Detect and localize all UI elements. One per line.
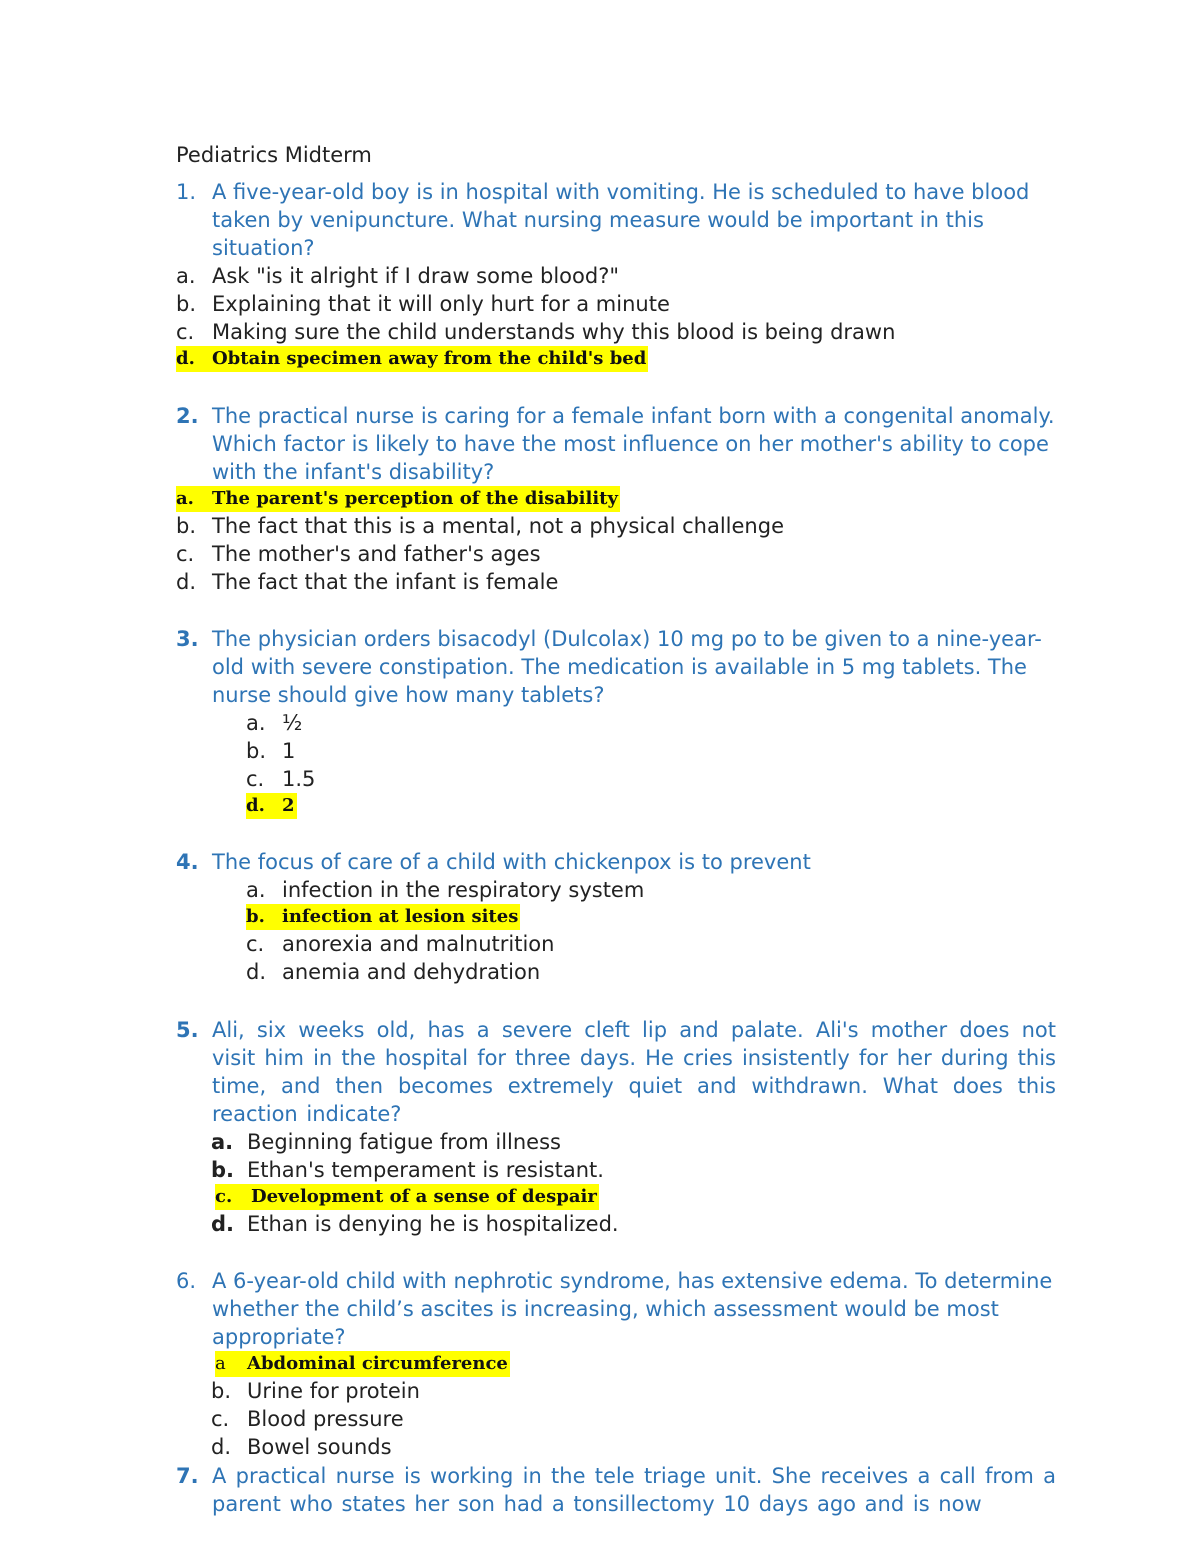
option-letter: b. bbox=[211, 1379, 232, 1403]
option-b bbox=[246, 737, 1056, 765]
option-c bbox=[176, 318, 1056, 346]
option-text: Ethan is denying he is hospitalized. bbox=[247, 1212, 619, 1236]
option-letter: b. bbox=[246, 906, 265, 927]
option-letter: d. bbox=[211, 1435, 232, 1459]
option-c bbox=[246, 765, 1056, 793]
answer-text: 2 bbox=[282, 795, 295, 816]
option-b bbox=[176, 512, 1056, 540]
option-b bbox=[211, 1156, 1056, 1184]
option-letter: a. bbox=[211, 1130, 234, 1154]
option-text: Explaining that it will only hurt for a minute bbox=[212, 292, 670, 316]
answer-text: Obtain specimen away from the child's bed bbox=[212, 348, 647, 369]
question-text: The practical nurse is caring for a female infant born with a congenital anomaly. Which factor is likely to have the most influence on her mother's ability to cope with the infant's disability? bbox=[212, 404, 1055, 484]
question-4 bbox=[176, 848, 1056, 986]
option-a bbox=[211, 1128, 1056, 1156]
option-letter: c. bbox=[211, 1407, 230, 1431]
option-b-answer bbox=[246, 904, 1056, 930]
question-7 bbox=[176, 1462, 1056, 1518]
option-text: Beginning fatigue from illness bbox=[247, 1130, 561, 1154]
question-text: A five-year-old boy is in hospital with vomiting. He is scheduled to have blood taken by venipuncture. What nursing measure would be important in this situation? bbox=[212, 180, 1030, 260]
option-text: 1.5 bbox=[282, 767, 316, 791]
option-text: Blood pressure bbox=[247, 1407, 404, 1431]
option-text: ½ bbox=[282, 711, 303, 735]
option-text: Bowel sounds bbox=[247, 1435, 392, 1459]
option-d bbox=[176, 568, 1056, 596]
option-letter: b. bbox=[211, 1158, 235, 1182]
question-number: 1. bbox=[176, 180, 197, 204]
question-text: The focus of care of a child with chickenpox is to prevent bbox=[212, 850, 811, 874]
question-number: 6. bbox=[176, 1269, 197, 1293]
option-letter: d. bbox=[246, 960, 267, 984]
option-letter: d. bbox=[246, 795, 265, 816]
page-title: Pediatrics Midterm bbox=[176, 143, 372, 167]
option-c bbox=[176, 540, 1056, 568]
question-number: 4. bbox=[176, 850, 199, 874]
answer-text: infection at lesion sites bbox=[282, 906, 519, 927]
answer-text: Development of a sense of despair bbox=[251, 1186, 597, 1207]
option-letter: a. bbox=[246, 711, 266, 735]
question-text: A practical nurse is working in the tele triage unit. She receives a call from a parent who states her son had a tonsillectomy 10 days ago and is now bbox=[212, 1464, 1056, 1516]
option-text: The fact that this is a mental, not a physical challenge bbox=[212, 514, 784, 538]
question-number: 2. bbox=[176, 404, 199, 428]
option-letter: d. bbox=[176, 348, 195, 369]
option-c bbox=[246, 930, 1056, 958]
option-text: The mother's and father's ages bbox=[212, 542, 541, 566]
option-a bbox=[246, 709, 1056, 737]
option-letter: b. bbox=[176, 292, 197, 316]
option-letter: d. bbox=[211, 1212, 235, 1236]
question-text: A 6-year-old child with nephrotic syndrome, has extensive edema. To determine whether the child’s ascites is increasing, which assessment would be most appropriate? bbox=[212, 1269, 1053, 1349]
option-text: infection in the respiratory system bbox=[282, 878, 645, 902]
option-text: Urine for protein bbox=[247, 1379, 420, 1403]
option-letter: b. bbox=[176, 514, 197, 538]
question-1 bbox=[176, 178, 1056, 372]
answer-text: Abdominal circumference bbox=[247, 1353, 508, 1374]
question-text: Ali, six weeks old, has a severe cleft lip and palate. Ali's mother does not visit him in the hospital for three days. He cries insistently for her during this time, and then becomes extremely quiet and withdrawn. What does this reaction indicate? bbox=[212, 1018, 1056, 1126]
option-text: anemia and dehydration bbox=[282, 960, 541, 984]
option-letter: c. bbox=[176, 320, 195, 344]
option-d-answer bbox=[176, 346, 1056, 372]
option-d bbox=[246, 958, 1056, 986]
option-letter: d. bbox=[176, 570, 197, 594]
option-text: The fact that the infant is female bbox=[212, 570, 559, 594]
question-number: 5. bbox=[176, 1018, 199, 1042]
option-a-answer bbox=[211, 1351, 1056, 1377]
option-a-answer bbox=[176, 486, 1056, 512]
option-text: anorexia and malnutrition bbox=[282, 932, 555, 956]
question-5 bbox=[176, 1016, 1056, 1238]
option-letter: a. bbox=[246, 878, 266, 902]
option-letter: c. bbox=[176, 542, 195, 566]
option-letter: a. bbox=[176, 488, 194, 509]
option-text: Ask "is it alright if I draw some blood?" bbox=[212, 264, 620, 288]
option-d-answer bbox=[246, 793, 1056, 819]
option-letter: c. bbox=[246, 767, 265, 791]
option-a bbox=[176, 262, 1056, 290]
option-a bbox=[246, 876, 1056, 904]
option-d bbox=[211, 1210, 1056, 1238]
option-c-answer bbox=[211, 1184, 1056, 1210]
option-b bbox=[176, 290, 1056, 318]
question-3 bbox=[176, 625, 1056, 819]
option-text: Making sure the child understands why this blood is being drawn bbox=[212, 320, 896, 344]
option-text: Ethan's temperament is resistant. bbox=[247, 1158, 604, 1182]
option-letter: b. bbox=[246, 739, 267, 763]
question-2 bbox=[176, 402, 1056, 596]
question-number: 7. bbox=[176, 1464, 199, 1488]
option-text: 1 bbox=[282, 739, 296, 763]
answer-text: The parent's perception of the disability bbox=[212, 488, 618, 509]
option-letter: c. bbox=[215, 1186, 233, 1207]
option-c bbox=[211, 1405, 1056, 1433]
option-letter: c. bbox=[246, 932, 265, 956]
option-d bbox=[211, 1433, 1056, 1461]
option-letter: a. bbox=[176, 264, 196, 288]
option-b bbox=[211, 1377, 1056, 1405]
option-letter: a bbox=[215, 1353, 226, 1374]
question-text: The physician orders bisacodyl (Dulcolax) 10 mg po to be given to a nine-year-old with severe constipation. The medication is available in 5 mg tablets. The nurse should give how many tablets? bbox=[212, 627, 1042, 707]
question-6 bbox=[176, 1267, 1056, 1461]
question-number: 3. bbox=[176, 627, 199, 651]
